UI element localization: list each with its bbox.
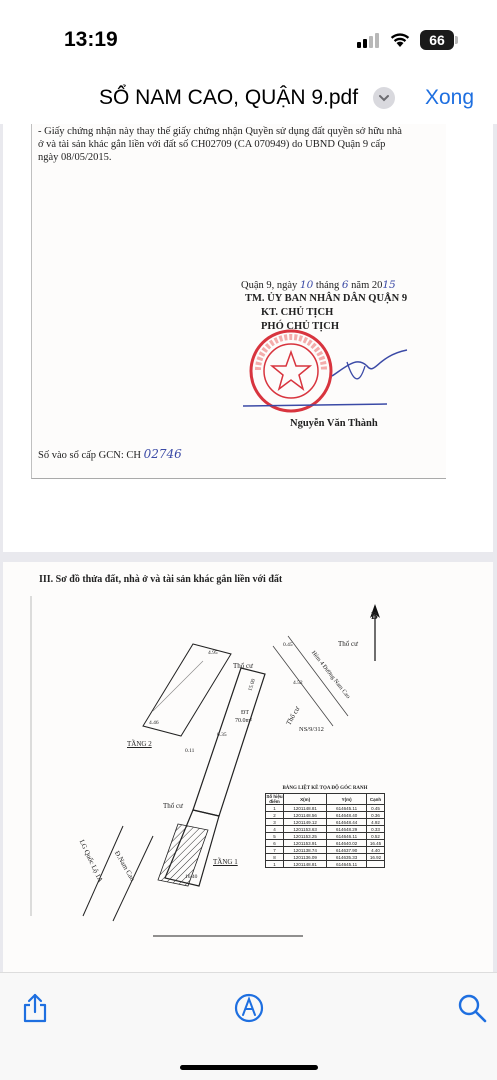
nav-bar [0, 80, 497, 120]
table-cell: 7 [266, 847, 284, 854]
chevron-down-icon[interactable] [373, 87, 395, 109]
table-cell: 1201138.74 [284, 847, 327, 854]
signature [237, 336, 417, 416]
pdf-page-2 [3, 562, 493, 972]
road-label: Đ.Nam Cao [112, 849, 137, 883]
col-header-y: Y(m) [327, 794, 367, 805]
parcel-code-label: ĐT [241, 710, 249, 716]
table-row [266, 847, 385, 854]
markup-icon [232, 991, 266, 1025]
neighbor-label-1: Thổ cư [233, 662, 253, 670]
share-button[interactable] [18, 991, 52, 1025]
table-row [266, 812, 385, 819]
status-bar [0, 0, 497, 80]
battery-icon: 66 [420, 30, 454, 50]
table-cell: 0.33 [367, 826, 385, 833]
dimension-2: 15.00 [247, 678, 257, 692]
neighbor-label-2: Thổ cư [338, 640, 358, 648]
coordinate-table [265, 786, 385, 868]
table-cell: 614648.40 [327, 812, 367, 819]
table-cell: 16.45 [367, 840, 385, 847]
table-cell: 614648.44 [327, 819, 367, 826]
table-cell: 614645.11 [327, 861, 367, 868]
date-month-label: tháng [315, 280, 340, 291]
done-button[interactable]: Xong [425, 86, 475, 109]
table-cell: 8 [266, 854, 284, 861]
table-cell: 0.52 [367, 833, 385, 840]
table-row [266, 854, 385, 861]
pdf-viewer[interactable] [0, 124, 497, 972]
share-icon [18, 991, 52, 1025]
table-cell: 0.45 [367, 805, 385, 812]
col-header-x: X(m) [284, 794, 327, 805]
north-label: B [371, 611, 378, 622]
land-plot-diagram [3, 586, 493, 966]
table-cell: 614645.11 [327, 805, 367, 812]
col-header-point: Số hiệu điểm [266, 794, 283, 804]
table-row [266, 840, 385, 847]
dimension-1: 4.95 [208, 650, 218, 656]
floor-1-label: TẦNG 1 [213, 858, 238, 866]
table-cell: 4.92 [367, 819, 385, 826]
dimension-5: 4.46 [149, 720, 159, 726]
neighbor-label-4: Thổ cư [163, 802, 183, 810]
table-cell: 6 [266, 840, 284, 847]
coordinate-table-title: BẢNG LIỆT KÊ TỌA ĐỘ GÓC RANH [282, 786, 368, 791]
date-prefix: Quận 9, ngày [241, 280, 298, 291]
table-cell: 1 [266, 861, 284, 868]
scanned-land-diagram [3, 562, 493, 972]
boundary-label: LG Quốc Lộ 1A [77, 838, 105, 884]
table-row [266, 819, 385, 826]
pdf-page-1 [3, 124, 493, 552]
table-cell: 2 [266, 812, 284, 819]
table-cell: 1201148.81 [284, 805, 327, 812]
table-cell: 5 [266, 833, 284, 840]
bottom-toolbar [0, 972, 497, 1080]
table-cell: 614646.11 [327, 833, 367, 840]
scanned-certificate-bottom [31, 124, 446, 479]
coordinate-table-body [266, 805, 385, 868]
register-value: 02746 [143, 447, 182, 461]
date-day: 10 [299, 279, 314, 291]
coordinate-table-grid [265, 793, 385, 868]
table-cell: 614637.90 [327, 847, 367, 854]
table-cell: 1201148.81 [284, 861, 327, 868]
table-row [266, 861, 385, 868]
register-number [38, 447, 182, 461]
signer-role-2: PHÓ CHỦ TỊCH [261, 321, 339, 332]
dimension-7: 4.52 [293, 680, 303, 686]
document-title[interactable]: SỔ NAM CAO, QUẬN 9.pdf [99, 86, 359, 109]
dimension-4: 0.35 [217, 732, 227, 738]
table-cell: 1201149.12 [284, 819, 327, 826]
alley-label: Hẻm 4 Đường Nam Cao [309, 650, 351, 700]
neighbor-label-3: Thổ cư [284, 705, 302, 727]
note-line-3: ngày 08/05/2015. [38, 152, 112, 163]
markup-button[interactable] [232, 991, 266, 1025]
table-row [266, 805, 385, 812]
date-year-prefix: năm 20 [351, 280, 383, 291]
status-time: 13:19 [64, 28, 118, 51]
table-cell: 1201153.25 [284, 833, 327, 840]
table-cell: 1201148.56 [284, 812, 327, 819]
table-row [266, 833, 385, 840]
table-cell: 4 [266, 826, 284, 833]
table-cell: 0.36 [367, 812, 385, 819]
col-header-side: Cạnh [367, 794, 385, 805]
signer-name: Nguyễn Văn Thành [290, 418, 378, 429]
table-cell: 1201153.63 [284, 826, 327, 833]
floor-2-label: TẦNG 2 [127, 740, 152, 748]
date-year: 15 [382, 279, 396, 291]
issue-date [241, 279, 396, 291]
parcel-area-label: 70.0m² [235, 718, 252, 724]
table-cell: 4.40 [367, 847, 385, 854]
signer-role-1: KT. CHỦ TỊCH [261, 307, 334, 318]
note-line-1: - Giấy chứng nhận này thay thế giấy chứng nhận Quyền sử dụng đất quyền sở hữu nhà [38, 126, 402, 137]
diagram-heading: III. Sơ đồ thửa đất, nhà ở và tài sản khác gắn liền với đất [39, 574, 283, 585]
parcel-ref-label: NS/9/312 [299, 726, 324, 733]
table-cell: 3 [266, 819, 284, 826]
table-cell: 614635.33 [327, 854, 367, 861]
home-indicator [180, 1065, 318, 1070]
search-button[interactable] [455, 991, 489, 1025]
table-cell: 1201136.09 [284, 854, 327, 861]
dimension-6: 0.45 [283, 642, 293, 648]
table-cell: 614640.02 [327, 840, 367, 847]
table-cell [367, 861, 385, 868]
date-month: 6 [341, 279, 349, 291]
note-line-2: ở và tài sản khác gắn liền với đất số CH02709 (CA 070949) do UBND Quận 9 cấp [38, 139, 386, 150]
table-cell: 16.92 [367, 854, 385, 861]
table-cell: 1201153.91 [284, 840, 327, 847]
issuing-org: TM. ỦY BAN NHÂN DÂN QUẬN 9 [245, 293, 408, 304]
search-icon [455, 991, 489, 1025]
register-prefix: Số vào sổ cấp GCN: CH [38, 450, 141, 461]
dimension-3: 0.11 [185, 748, 195, 754]
wifi-icon [389, 30, 411, 48]
dimension-8: 16.40 [185, 874, 198, 880]
cellular-signal-icon [357, 32, 381, 48]
table-cell: 614648.29 [327, 826, 367, 833]
table-cell: 1 [266, 805, 284, 812]
table-row [266, 826, 385, 833]
